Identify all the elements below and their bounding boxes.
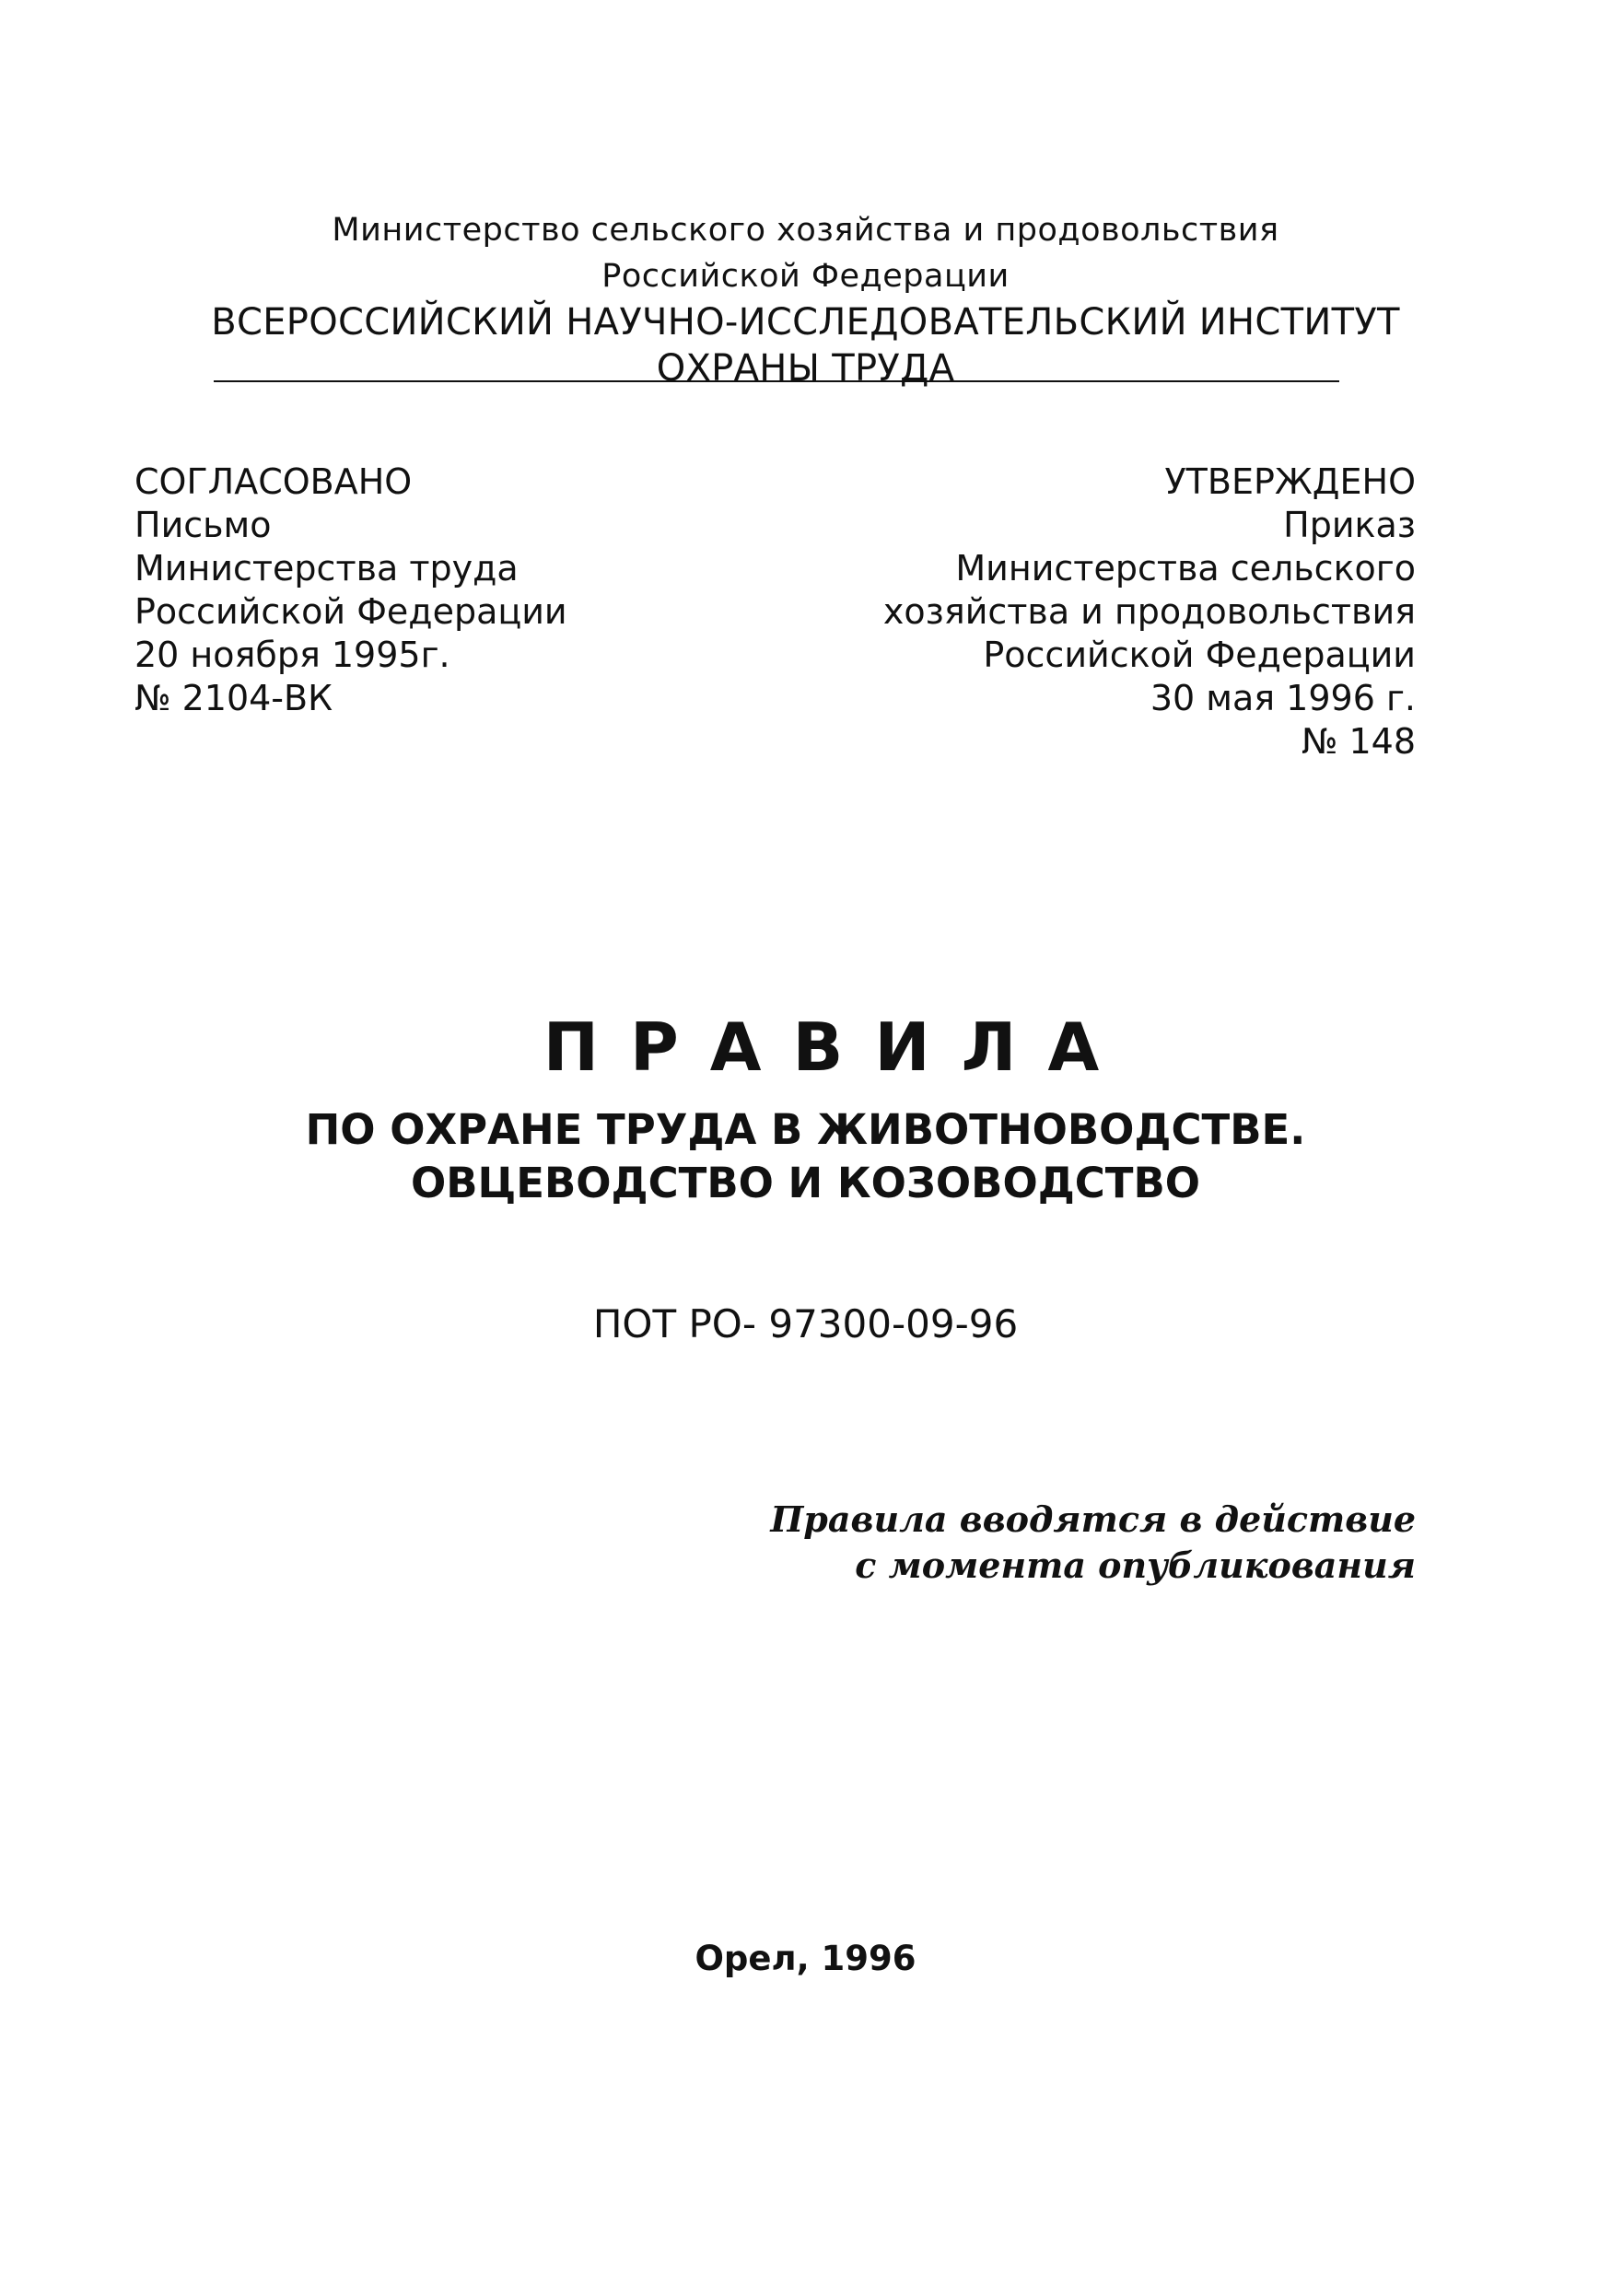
institute-name-line1: ВСЕРОССИЙСКИЙ НАУЧНО-ИССЛЕДОВАТЕЛЬСКИЙ ИНСТИТУТ <box>211 301 1400 344</box>
approved-line: № 148 <box>1301 721 1416 762</box>
agreed-block <box>134 460 567 720</box>
effective-note-line1: Правила вводятся в действие <box>770 1498 1416 1540</box>
effective-note-line2: с момента опубликования <box>855 1544 1416 1586</box>
agreed-line: № 2104-ВК <box>134 678 333 718</box>
header-divider <box>214 380 1339 382</box>
document-subtitle-line2: ОВЦЕВОДСТВО И КОЗОВОДСТВО <box>410 1159 1201 1207</box>
document-subtitle-line1: ПО ОХРАНЕ ТРУДА В ЖИВОТНОВОДСТВЕ. <box>305 1105 1306 1154</box>
approved-line: 30 мая 1996 г. <box>1150 678 1416 718</box>
agreed-line: 20 ноября 1995г. <box>134 635 450 675</box>
ministry-name-line1: Министерство сельского хозяйства и продовольствия <box>332 212 1279 249</box>
document-title: ПРАВИЛА <box>543 1008 1131 1086</box>
effective-note <box>770 1497 1416 1589</box>
agreed-line: Российской Федерации <box>134 591 567 632</box>
imprint-place-year: Орел, 1996 <box>695 1939 916 1978</box>
agreed-line: Министерства труда <box>134 548 519 589</box>
approved-line: хозяйства и продовольствия <box>882 591 1416 632</box>
approved-line: Российской Федерации <box>983 635 1416 675</box>
institute-name-line2: ОХРАНЫ ТРУДА <box>656 347 955 390</box>
approved-block <box>883 460 1416 763</box>
agreed-heading: СОГЛАСОВАНО <box>134 461 413 502</box>
ministry-name-line2: Российской Федерации <box>601 258 1010 295</box>
approved-line: Приказ <box>1283 505 1416 545</box>
approved-line: Министерства сельского <box>955 548 1416 589</box>
approved-heading: УТВЕРЖДЕНО <box>1164 461 1416 502</box>
document-code: ПОТ РО- 97300-09-96 <box>592 1301 1019 1346</box>
ministry-header <box>0 207 1611 391</box>
agreed-line: Письмо <box>134 505 272 545</box>
